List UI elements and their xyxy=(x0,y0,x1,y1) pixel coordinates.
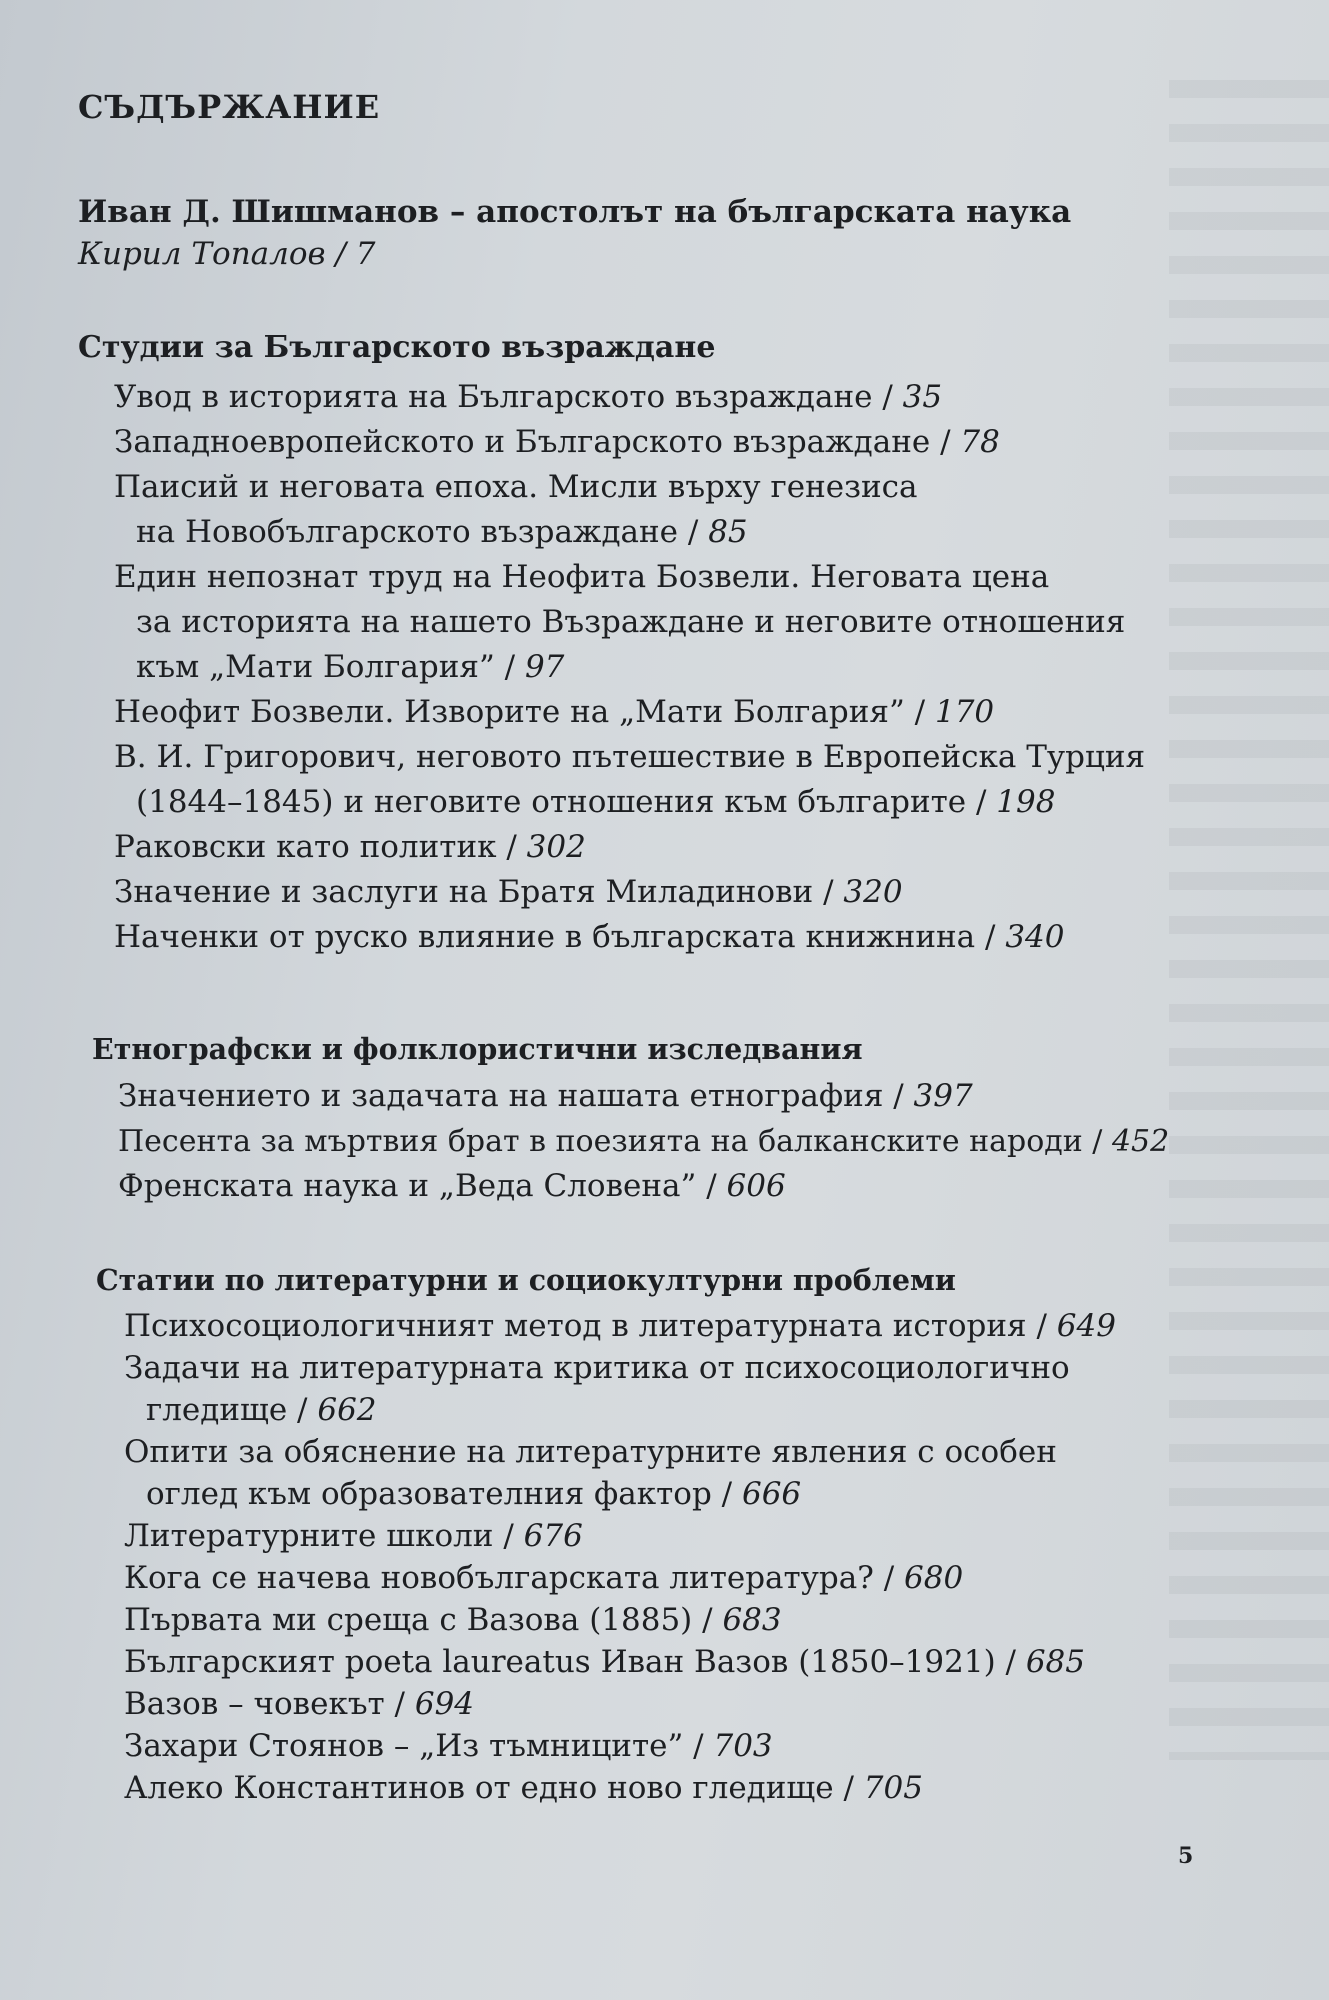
entry-text: за историята на нашето Възраждане и неговите отношения xyxy=(136,604,1126,640)
section-ethnography xyxy=(92,1032,1169,1209)
toc-entry: Вазов – човекът / 694 xyxy=(124,1686,475,1722)
toc-entry: Значението и задачата на нашата етнография / 397 xyxy=(118,1078,973,1114)
entry-list xyxy=(92,1074,1169,1209)
intro-title: Иван Д. Шишманов – апостолът на българската наука xyxy=(78,194,1072,230)
toc-entry: Захари Стоянов – „Из тъмниците” / 703 xyxy=(124,1728,773,1764)
toc-entry: Кога се начева новобългарската литература? / 680 xyxy=(124,1560,964,1596)
toc-entry: Един непознат труд на Неофита Бозвели. Неговата цена за историята на нашето Възраждане и неговите отношения към „Мати Болгария” / 97 xyxy=(114,555,1145,690)
entry-text: Значение и заслуги на Братя Миладинови xyxy=(114,874,814,910)
toc-entry: Литературните школи / 676 xyxy=(124,1518,583,1554)
entry-page: 320 xyxy=(843,874,903,910)
entry-page: 198 xyxy=(996,784,1056,820)
entry-page: 676 xyxy=(523,1518,583,1554)
section-literary-articles xyxy=(96,1263,1116,1809)
entry-page: 170 xyxy=(934,694,995,730)
toc-entry: Песента за мъртвия брат в поезията на балканските народи / 452 xyxy=(118,1124,1170,1159)
intro-author-name: Кирил Топалов xyxy=(78,236,326,272)
entry-page: 340 xyxy=(1005,919,1065,955)
entry-page: 452 xyxy=(1111,1124,1170,1159)
entry-text: В. И. Григорович, неговото пътешествие в Европейска Турция xyxy=(114,739,1146,775)
entry-page: 606 xyxy=(726,1168,786,1204)
entry-page: 97 xyxy=(524,649,565,685)
entry-page: 302 xyxy=(526,829,586,865)
entry-page: 683 xyxy=(722,1602,782,1638)
intro-author: Кирил Топалов / 7 xyxy=(78,236,376,272)
entry-text: гледище xyxy=(146,1392,288,1428)
toc-entry: Опити за обяснение на литературните явления с особен оглед към образователния фактор / 666 xyxy=(124,1431,1116,1515)
entry-page: 694 xyxy=(414,1686,475,1722)
toc-entry: Първата ми среща с Вазова (1885) / 683 xyxy=(124,1602,782,1638)
entry-text: Захари Стоянов – „Из тъмниците” xyxy=(124,1728,684,1764)
entry-text: Наченки от руско влияние в българската книжнина xyxy=(114,919,976,955)
entry-page: 35 xyxy=(902,379,943,415)
contents-heading: СЪДЪРЖАНИЕ xyxy=(78,88,381,126)
entry-page: 662 xyxy=(317,1392,377,1428)
entry-text: Раковски като политик xyxy=(114,829,497,865)
toc-entry: Значение и заслуги на Братя Миладинови / 320 xyxy=(114,874,903,910)
entry-page: 397 xyxy=(913,1078,973,1114)
entry-page: 703 xyxy=(713,1728,773,1764)
entry-text: Задачи на литературната критика от психосоциологично xyxy=(124,1350,1070,1386)
entry-text: Един непознат труд на Неофита Бозвели. Неговата цена xyxy=(114,559,1050,595)
toc-entry: Френската наука и „Веда Словена” / 606 xyxy=(118,1168,786,1204)
entry-text: Българският poeta laureatus Иван Вазов (1850–1921) xyxy=(124,1644,996,1680)
entry-page: 666 xyxy=(741,1476,802,1512)
entry-list xyxy=(96,1305,1116,1809)
entry-text: Вазов – човекът xyxy=(124,1686,385,1722)
entry-text: Песента за мъртвия брат в поезията на балканските народи xyxy=(118,1124,1083,1159)
entry-page: 78 xyxy=(960,424,1000,460)
toc-entry: Задачи на литературната критика от психосоциологично гледище / 662 xyxy=(124,1347,1116,1431)
section-title: Студии за Българското възраждане xyxy=(78,330,716,365)
entry-text: Увод в историята на Българското възраждане xyxy=(114,379,873,415)
toc-entry: В. И. Григорович, неговото пътешествие в Европейска Турция (1844–1845) и неговите отношения към българите / 198 xyxy=(114,735,1145,825)
entry-text: Значението и задачата на нашата етнография xyxy=(118,1078,884,1114)
entry-page: 649 xyxy=(1056,1308,1116,1344)
entry-text: на Новобългарското възраждане xyxy=(136,514,679,550)
entry-text: към „Мати Болгария” xyxy=(136,649,495,685)
toc-entry: Раковски като политик / 302 xyxy=(114,829,586,865)
section-title: Статии по литературни и социокултурни проблеми xyxy=(96,1263,956,1297)
entry-page: 680 xyxy=(904,1560,964,1596)
toc-entry: Психосоциологичният метод в литературната история / 649 xyxy=(124,1308,1116,1344)
toc-entry: Паисий и неговата епоха. Мисли върху генезиса на Новобългарското възраждане / 85 xyxy=(114,465,1145,555)
page-number: 5 xyxy=(1178,1843,1194,1869)
entry-page: 85 xyxy=(708,514,748,550)
toc-entry: Алеко Константинов от едно ново гледище / 705 xyxy=(124,1770,923,1806)
entry-text: Неофит Бозвели. Изворите на „Мати Болгария” xyxy=(114,694,905,730)
show-through-text xyxy=(1169,80,1329,1760)
toc-entry: Българският poeta laureatus Иван Вазов (1850–1921) / 685 xyxy=(124,1644,1085,1680)
entry-text: Паисий и неговата епоха. Мисли върху генезиса xyxy=(114,469,918,505)
toc-entry: Наченки от руско влияние в българската книжнина / 340 xyxy=(114,919,1065,955)
intro-page: 7 xyxy=(355,236,376,272)
entry-text: Литературните школи xyxy=(124,1518,494,1554)
section-title: Етнографски и фолклористични изследвания xyxy=(92,1032,863,1066)
entry-text: Френската наука и „Веда Словена” xyxy=(118,1168,697,1204)
toc-entry: Неофит Бозвели. Изворите на „Мати Болгария” / 170 xyxy=(114,694,995,730)
entry-text: Алеко Константинов от едно ново гледище xyxy=(124,1770,834,1806)
entry-text: Западноевропейското и Българското възраждане xyxy=(114,424,931,460)
toc-entry: Увод в историята на Българското възраждане / 35 xyxy=(114,379,943,415)
entry-text: Кога се начева новобългарската литература? xyxy=(124,1560,874,1596)
entry-page: 705 xyxy=(863,1770,923,1806)
section-revival-studies xyxy=(78,330,1145,960)
entry-page: 685 xyxy=(1025,1644,1085,1680)
entry-list xyxy=(78,375,1145,960)
entry-text: Опити за обяснение на литературните явления с особен xyxy=(124,1434,1057,1470)
entry-text: Психосоциологичният метод в литературната история xyxy=(124,1308,1027,1344)
entry-text: (1844–1845) и неговите отношения към българите xyxy=(136,784,967,820)
toc-entry: Западноевропейското и Българското възраждане / 78 xyxy=(114,424,1000,460)
entry-text: Първата ми среща с Вазова (1885) xyxy=(124,1602,693,1638)
entry-text: оглед към образователния фактор xyxy=(146,1476,712,1512)
